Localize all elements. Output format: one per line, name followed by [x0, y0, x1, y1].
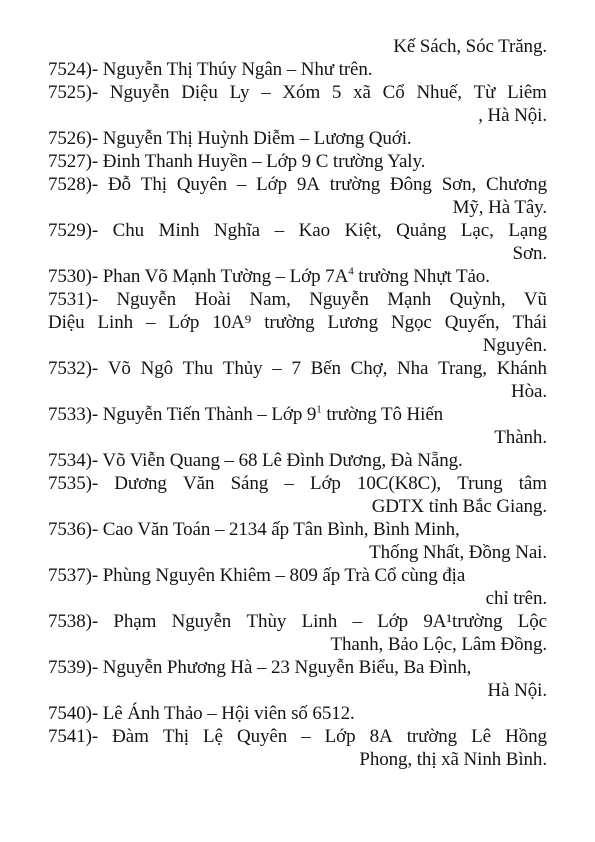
entry-word: Lộc [517, 611, 547, 632]
entry-word: Trung [457, 473, 503, 494]
entry-word: Chu [112, 220, 145, 241]
entry-word: 7532)- [48, 358, 99, 379]
entry-continuation: GDTX tỉnh Bắc Giang. [371, 496, 547, 517]
entry-list [0, 35, 595, 771]
entry-word: 10A⁹ [212, 312, 252, 333]
entry-continuation: Thanh, Bảo Lộc, Lâm Đồng. [330, 634, 547, 655]
entry-word: Diệu [48, 312, 85, 333]
entry-word: Nguyễn [171, 611, 232, 632]
entry-word: – [261, 82, 271, 103]
entry-word: Ngô [140, 358, 174, 379]
entry-text: 7539)- Nguyễn Phương Hà – 23 Nguyễn Biểu, Ba Đình, [48, 657, 472, 678]
entry-word: Nha [397, 358, 429, 379]
entry-line [0, 725, 595, 748]
entry-word: Hồng [505, 726, 547, 747]
entry-continuation: , Hà Nội. [478, 105, 547, 126]
entry-word: xã [353, 82, 371, 103]
entry-line [0, 173, 595, 196]
entry-word: Nguyễn [109, 82, 170, 103]
entry-word: Quảng [396, 220, 447, 241]
entry-line [0, 311, 595, 334]
entry-continuation: Nguyên. [482, 335, 547, 356]
entry-word: Chợ, [350, 358, 388, 379]
entry-line [0, 127, 595, 150]
entry-word: Lương [327, 312, 378, 333]
entry-word: Kiệt, [344, 220, 382, 241]
entry-word: tâm [518, 473, 547, 494]
entry-line [0, 656, 595, 679]
entry-word: Từ [473, 82, 496, 103]
entry-word: Bến [310, 358, 341, 379]
entry-word: Đông [390, 174, 432, 195]
entry-word: – [352, 611, 362, 632]
entry-word: Mạnh [387, 289, 432, 310]
entry-word: 7 [291, 358, 301, 379]
entry-word: Thị [162, 726, 189, 747]
entry-line [0, 702, 595, 725]
entry-continuation: Thống Nhất, Đồng Nai. [369, 542, 547, 563]
entry-line [0, 288, 595, 311]
entry-word: Lớp [256, 174, 287, 195]
entry-word: 7535)- [48, 473, 99, 494]
entry-text: 7527)- Đinh Thanh Huyền – Lớp 9 C trường Yaly. [48, 151, 426, 172]
entry-word: Trang, [438, 358, 487, 379]
entry-continuation: Thành. [494, 427, 547, 448]
entry-word: Nguyễn [309, 289, 369, 310]
entry-word: trường [406, 726, 458, 747]
entry-word: Lê [471, 726, 491, 747]
entry-word: Đàm [112, 726, 149, 747]
entry-word: Linh [301, 611, 338, 632]
entry-word: 7525)- [48, 82, 99, 103]
entry-word: trường [329, 174, 381, 195]
entry-word: Nguyễn [116, 289, 177, 310]
entry-continuation: Sơn. [512, 243, 547, 264]
entry-word: 9A [296, 174, 320, 195]
entry-word: Lớp [168, 312, 200, 333]
entry-word: 5 [331, 82, 342, 103]
entry-continuation: Kế Sách, Sóc Trăng. [393, 36, 547, 57]
entry-text-after: trường Tô Hiến [321, 404, 444, 425]
entry-line [0, 150, 595, 173]
entry-text: 7537)- Phùng Nguyên Khiêm – 809 ấp Trà Cổ cùng địa [48, 565, 466, 586]
entry-word: Vũ [523, 289, 547, 310]
entry-word: Liêm [507, 82, 547, 103]
entry-word: 9A¹trường [423, 611, 503, 632]
entry-word: Quyên [176, 174, 227, 195]
entry-word: Xóm [282, 82, 321, 103]
entry-word: Cổ [382, 82, 405, 103]
entry-word: Võ [107, 358, 131, 379]
entry-line [0, 58, 595, 81]
entry-continuation: Hòa. [510, 381, 547, 402]
entry-word: trường [264, 312, 315, 333]
entry-word: 7541)- [48, 726, 99, 747]
entry-word: Lệ [203, 726, 223, 747]
entry-word: Hoài [194, 289, 232, 310]
entry-word: Nghĩa [214, 220, 260, 241]
entry-text: 7540)- Lê Ánh Thảo – Hội viên số 6512. [48, 703, 355, 724]
entry-word: Dương [114, 473, 167, 494]
entry-word: Ly [229, 82, 250, 103]
entry-word: Lớp [309, 473, 341, 494]
class-superscript: 4 [348, 265, 354, 278]
entry-word: – [272, 358, 282, 379]
entry-text: 7533)- Nguyễn Tiến Thành – Lớp 9 [48, 404, 317, 425]
entry-word: Phạm [113, 611, 157, 632]
entry-continuation: Phong, thị xã Ninh Bình. [359, 749, 547, 770]
entry-line [0, 564, 595, 587]
entry-word: 7529)- [48, 220, 99, 241]
entry-word: Kao [298, 220, 330, 241]
entry-word: Linh [97, 312, 134, 333]
entry-word: Văn [183, 473, 215, 494]
entry-word: – [236, 174, 247, 195]
entry-line [0, 518, 595, 541]
entry-word: Lạng [508, 220, 547, 241]
entry-text: 7536)- Cao Văn Toán – 2134 ấp Tân Bình, Bình Minh, [48, 519, 460, 540]
entry-line [0, 403, 595, 426]
entry-word: Nhuế, [416, 82, 462, 103]
entry-word: – [301, 726, 311, 747]
entry-text: 7526)- Nguyễn Thị Huỳnh Diễm – Lương Quới. [48, 128, 412, 149]
entry-word: Chương [486, 174, 547, 195]
entry-word: Diệu [181, 82, 218, 103]
entry-text-after: trường Nhựt Tảo. [353, 266, 490, 287]
entry-continuation: Hà Nội. [487, 680, 547, 701]
entry-word: Thu [182, 358, 214, 379]
entry-word: Thùy [246, 611, 287, 632]
entry-word: Lạc, [460, 220, 494, 241]
entry-word: Quyên [236, 726, 288, 747]
entry-line [0, 449, 595, 472]
entry-word: 10C(K8C), [357, 473, 442, 494]
entry-word: Ngọc [390, 312, 432, 333]
entry-word: Thái [512, 312, 547, 333]
entry-word: – [284, 473, 294, 494]
entry-text: 7524)- Nguyễn Thị Thúy Ngân – Như trên. [48, 59, 373, 80]
entry-word: – [274, 220, 284, 241]
entry-continuation: chỉ trên. [485, 588, 547, 609]
entry-continuation: Mỹ, Hà Tây. [452, 197, 547, 218]
entry-word: Lớp [377, 611, 409, 632]
entry-word: – [146, 312, 156, 333]
entry-word: Lớp [324, 726, 356, 747]
entry-line [0, 81, 595, 104]
entry-line [0, 219, 595, 242]
entry-word: Quỳnh, [449, 289, 506, 310]
entry-word: 7528)- [48, 174, 99, 195]
entry-word: Thị [140, 174, 167, 195]
entry-line [0, 265, 595, 288]
class-superscript: 1 [316, 403, 322, 416]
entry-word: Khánh [496, 358, 547, 379]
entry-line [0, 472, 595, 495]
entry-text: 7534)- Võ Viễn Quang – 68 Lê Đình Dương, Đà Nẵng. [48, 450, 463, 471]
entry-line [0, 610, 595, 633]
entry-word: Sơn, [441, 174, 477, 195]
entry-text: 7530)- Phan Võ Mạnh Tường – Lớp 7A [48, 266, 349, 287]
entry-word: Minh [158, 220, 200, 241]
entry-word: Sáng [230, 473, 269, 494]
entry-word: 7531)- [48, 289, 99, 310]
entry-word: 8A [369, 726, 393, 747]
entry-word: Nam, [249, 289, 291, 310]
entry-word: Thủy [222, 358, 263, 379]
entry-word: 7538)- [48, 611, 99, 632]
entry-word: Quyến, [444, 312, 500, 333]
entry-word: Đỗ [107, 174, 131, 195]
entry-line [0, 357, 595, 380]
